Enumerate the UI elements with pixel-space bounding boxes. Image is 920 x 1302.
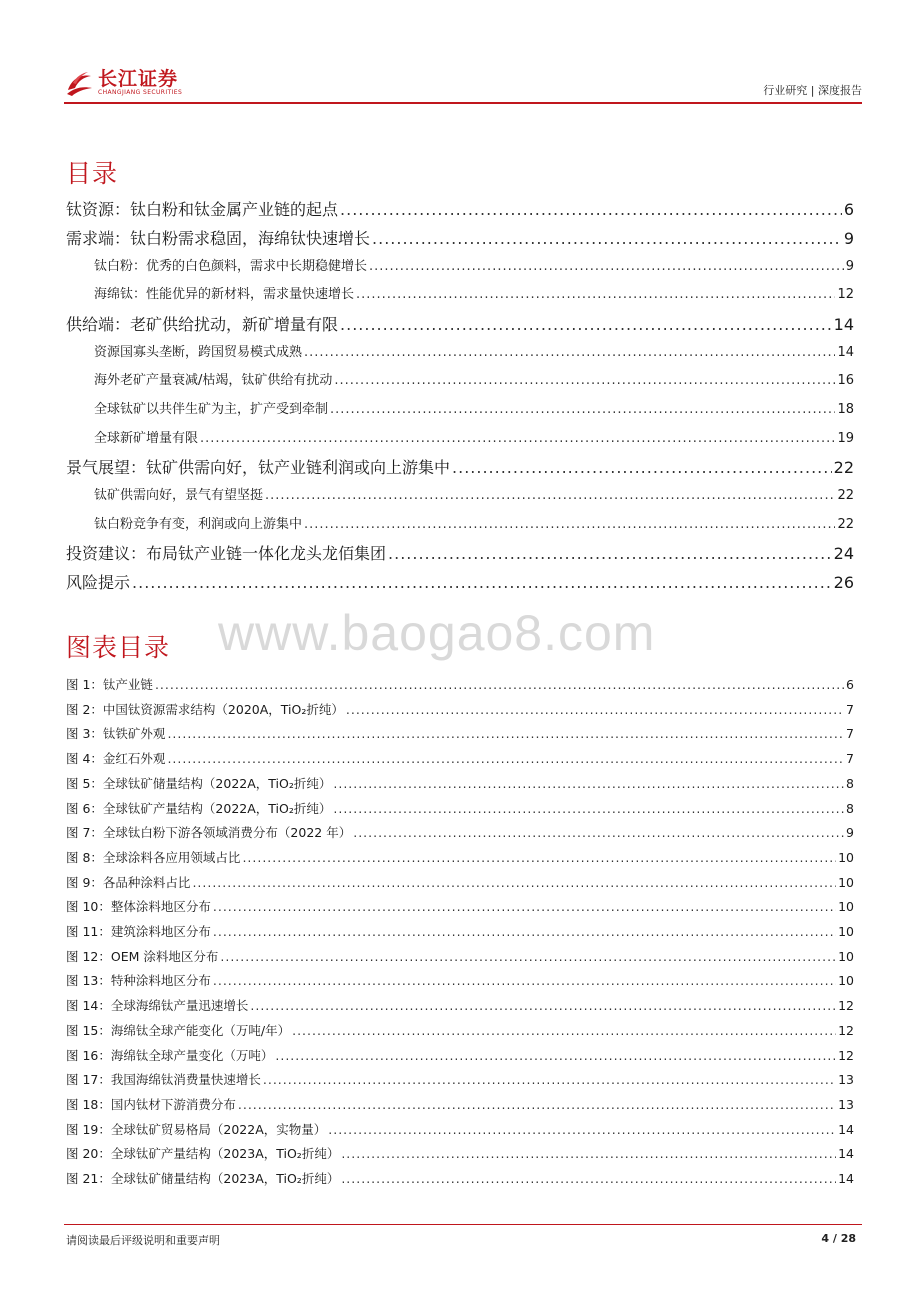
toc-entry-label: 风险提示	[66, 573, 131, 592]
figure-entry[interactable]	[66, 675, 854, 693]
figure-entry-label: 图 15：海绵钛全球产能变化（万吨/年）	[66, 1022, 291, 1038]
figure-entry[interactable]	[66, 1095, 854, 1113]
figure-entry-label: 图 4：金红石外观	[66, 751, 166, 767]
dot-leader	[341, 1146, 836, 1161]
toc-entry-label: 全球钛矿以共伴生矿为主，扩产受到牵制	[94, 402, 329, 417]
toc-entry-label: 钛资源：钛白粉和钛金属产业链的起点	[66, 200, 339, 219]
toc-entry[interactable]	[94, 283, 854, 301]
figure-entry[interactable]	[66, 996, 854, 1014]
toc-entry[interactable]	[66, 455, 854, 477]
dot-leader	[333, 776, 844, 791]
dot-leader	[242, 850, 836, 865]
toc-entry-label: 海外老矿产量衰减/枯竭，钛矿供给有扰动	[94, 373, 333, 388]
figure-entry-label: 图 10：整体涂料地区分布	[66, 899, 211, 915]
toc-entry-label: 钛白粉竞争有变，利润或向上游集中	[94, 517, 303, 532]
figure-entry-page: 12	[838, 998, 854, 1014]
dot-leader	[250, 998, 836, 1013]
toc-entry-label: 投资建议：布局钛产业链一体化龙头龙佰集团	[66, 544, 387, 563]
figure-entry-label: 图 19：全球钛矿贸易格局（2022A，实物量）	[66, 1121, 327, 1137]
toc-entry-page: 22	[837, 517, 854, 532]
toc-entry-page: 12	[837, 287, 854, 302]
toc-entry-page: 9	[845, 259, 854, 274]
figure-entry[interactable]	[66, 1021, 854, 1039]
toc-entry-page: 9	[843, 229, 854, 248]
figure-entry[interactable]	[66, 873, 854, 891]
figure-entry[interactable]	[66, 724, 854, 742]
toc-entry-label: 钛白粉：优秀的白色颜料，需求中长期稳健增长	[94, 259, 368, 274]
figure-entry-label: 图 9：各品种涂料占比	[66, 874, 191, 890]
header-divider	[64, 102, 862, 104]
dot-leader	[263, 1072, 836, 1087]
dot-leader	[213, 924, 836, 939]
figure-entry[interactable]	[66, 848, 854, 866]
figure-entry-page: 8	[846, 775, 854, 791]
figure-entry[interactable]	[66, 947, 854, 965]
figure-entry-page: 10	[838, 948, 854, 964]
figure-entry[interactable]	[66, 922, 854, 940]
dot-leader	[340, 200, 842, 219]
document-type: 行业研究 | 深度报告	[763, 84, 862, 97]
figure-entry-label: 图 13：特种涂料地区分布	[66, 973, 211, 989]
figure-entry-label: 图 12：OEM 涂料地区分布	[66, 948, 219, 964]
dot-leader	[275, 1048, 836, 1063]
toc-entry[interactable]	[94, 341, 854, 359]
dot-leader	[330, 402, 835, 417]
toc-entry-page: 22	[833, 458, 854, 477]
dot-leader	[238, 1097, 836, 1112]
toc-entry-label: 钛矿供需向好，景气有望坚挺	[94, 488, 264, 503]
figure-entry-page: 9	[846, 825, 854, 841]
figure-entry-page: 7	[846, 701, 854, 717]
toc-entry[interactable]	[94, 484, 854, 502]
page-number: 4 / 28	[821, 1232, 856, 1245]
toc-entry-label: 供给端：老矿供给扰动，新矿增量有限	[66, 315, 339, 334]
figure-entry-page: 12	[838, 1022, 854, 1038]
dot-leader	[155, 677, 844, 692]
figure-entry-page: 10	[838, 899, 854, 915]
figure-entry-label: 图 21：全球钛矿储量结构（2023A，TiO₂折纯）	[66, 1171, 340, 1186]
figure-entry-page: 7	[846, 751, 854, 767]
figure-entry-label: 图 1：钛产业链	[66, 677, 153, 692]
figure-entry-page: 7	[846, 726, 854, 742]
dot-leader	[353, 825, 844, 840]
figure-entry-label: 图 7：全球钛白粉下游各领域消费分布（2022 年）	[66, 825, 352, 841]
toc-entry[interactable]	[94, 513, 854, 531]
figure-entry[interactable]	[66, 1070, 854, 1088]
toc-entry[interactable]	[94, 369, 854, 387]
toc-entry-page: 22	[837, 488, 854, 503]
figure-entry[interactable]	[66, 749, 854, 767]
dot-leader	[369, 259, 844, 274]
figure-entry-page: 14	[838, 1121, 854, 1137]
figure-entry-label: 图 18：国内钛材下游消费分布	[66, 1096, 236, 1112]
dot-leader	[167, 726, 844, 741]
toc-entry[interactable]	[66, 197, 854, 219]
figure-entry[interactable]	[66, 971, 854, 989]
figure-entry-label: 图 17：我国海绵钛消费量快速增长	[66, 1072, 261, 1088]
figure-entry-label: 图 8：全球涂料各应用领域占比	[66, 849, 241, 865]
figures-title: 图表目录	[66, 633, 171, 662]
dot-leader	[213, 973, 836, 988]
toc-entry-page: 24	[833, 544, 854, 563]
toc-entry[interactable]	[66, 226, 854, 248]
figure-entry-label: 图 6：全球钛矿产量结构（2022A，TiO₂折纯）	[66, 800, 332, 816]
toc-entry-page: 14	[837, 345, 854, 360]
figure-entry-page: 13	[838, 1096, 854, 1112]
toc-entry-label: 全球新矿增量有限	[94, 431, 199, 446]
figure-entry-label: 图 14：全球海绵钛产量迅速增长	[66, 998, 249, 1014]
figure-entry-page: 12	[838, 1047, 854, 1063]
dot-leader	[452, 458, 832, 477]
footer-disclaimer: 请阅读最后评级说明和重要声明	[66, 1234, 220, 1247]
figure-entry-page: 10	[838, 874, 854, 890]
toc-entry-page: 19	[837, 431, 854, 446]
figure-entry-label: 图 16：海绵钛全球产量变化（万吨）	[66, 1047, 274, 1063]
dot-leader	[167, 751, 844, 766]
toc-entry[interactable]	[66, 312, 854, 334]
dot-leader	[356, 287, 835, 302]
toc-entry-label: 资源国寡头垄断，跨国贸易模式成熟	[94, 345, 303, 360]
figure-entry[interactable]	[66, 1046, 854, 1064]
dot-leader	[265, 488, 835, 503]
figure-entry-label: 图 2：中国钛资源需求结构（2020A，TiO₂折纯）	[66, 701, 344, 717]
figure-entry[interactable]	[66, 774, 854, 792]
dot-leader	[132, 573, 832, 592]
dot-leader	[333, 801, 844, 816]
toc-entry-label: 景气展望：钛矿供需向好，钛产业链利润或向上游集中	[66, 458, 451, 477]
figure-entry-page: 6	[846, 677, 854, 692]
dot-leader	[372, 229, 842, 248]
toc-entry-page: 16	[837, 373, 854, 388]
figure-entry-page: 8	[846, 800, 854, 816]
toc-entry-label: 海绵钛：性能优异的新材料，需求量快速增长	[94, 287, 355, 302]
toc-entry[interactable]	[66, 541, 854, 563]
figure-entry-label: 图 3：钛铁矿外观	[66, 726, 166, 742]
figure-entry[interactable]	[66, 897, 854, 915]
toc-entry-label: 需求端：钛白粉需求稳固，海绵钛快速增长	[66, 229, 371, 248]
dot-leader	[340, 315, 832, 334]
dot-leader	[192, 875, 836, 890]
toc-title: 目录	[66, 159, 119, 188]
toc-entry-page: 18	[837, 402, 854, 417]
footer-divider	[64, 1224, 862, 1225]
figure-entry-page: 14	[838, 1146, 854, 1162]
dot-leader	[200, 431, 835, 446]
figure-entry-page: 10	[838, 924, 854, 939]
figure-entry-page: 10	[838, 973, 854, 989]
figure-entry[interactable]	[66, 799, 854, 817]
dot-leader	[341, 1171, 836, 1186]
logo-mark-icon	[64, 68, 94, 98]
toc-entry-page: 14	[833, 315, 854, 334]
watermark: www.baogao8.com	[218, 605, 656, 661]
toc-entry[interactable]	[66, 570, 854, 592]
figure-entry-label: 图 5：全球钛矿储量结构（2022A，TiO₂折纯）	[66, 775, 332, 791]
toc-entry-page: 26	[833, 573, 854, 592]
toc-entry[interactable]	[94, 427, 854, 445]
figure-entry-page: 10	[838, 849, 854, 865]
dot-leader	[220, 949, 836, 964]
dot-leader	[346, 702, 844, 717]
figure-entry[interactable]	[66, 700, 854, 718]
dot-leader	[304, 345, 835, 360]
toc-entry[interactable]	[94, 398, 854, 416]
page-header	[64, 62, 862, 104]
figure-entry[interactable]	[66, 1120, 854, 1138]
figure-entry[interactable]	[66, 1144, 854, 1162]
figure-entry-label: 图 20：全球钛矿产量结构（2023A，TiO₂折纯）	[66, 1146, 340, 1162]
toc-entry[interactable]	[94, 255, 854, 273]
figure-entry-label: 图 11：建筑涂料地区分布	[66, 924, 211, 939]
figure-entry-page: 13	[838, 1072, 854, 1088]
figure-entry[interactable]	[66, 823, 854, 841]
dot-leader	[213, 899, 836, 914]
dot-leader	[304, 517, 835, 532]
dot-leader	[292, 1023, 836, 1038]
toc-entry-page: 6	[843, 200, 854, 219]
company-logo	[64, 64, 182, 102]
dot-leader	[328, 1122, 836, 1137]
logo-english-name: CHANGJIANG SECURITIES	[98, 89, 183, 96]
dot-leader	[388, 544, 832, 563]
figure-entry-page: 14	[838, 1171, 854, 1186]
dot-leader	[334, 373, 835, 388]
figure-entry[interactable]	[66, 1169, 854, 1187]
logo-chinese-name: 长江证券	[98, 68, 179, 90]
